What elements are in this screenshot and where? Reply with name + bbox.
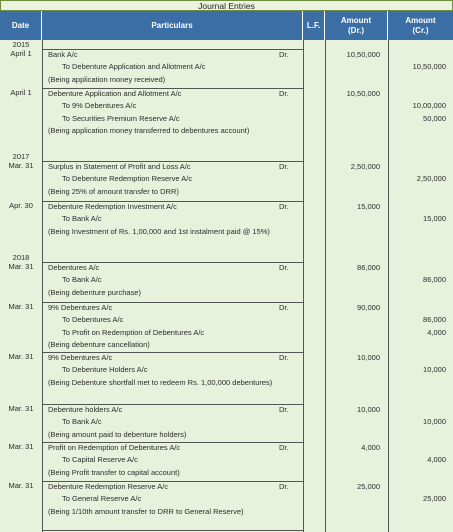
credit-account: To 9% Debentures A/c — [62, 101, 137, 110]
narration: (Being Profit transfer to capital account) — [48, 468, 180, 477]
year-label: 2017 — [12, 152, 30, 161]
amount-debit: 2,50,000 — [350, 162, 380, 171]
dr-marker: Dr. — [279, 303, 289, 312]
credit-account: To Bank A/c — [62, 275, 102, 284]
table-row — [0, 161, 453, 201]
debit-account: 9% Debentures A/c — [48, 353, 113, 362]
debit-account: Debenture holders A/c — [48, 405, 123, 414]
debit-account: Bank A/c — [48, 50, 78, 59]
col-lf: L.F. — [303, 11, 325, 40]
amount-credit: 10,000 — [423, 365, 446, 374]
credit-account: To Profit on Redemption of Debentures A/c — [62, 328, 205, 337]
amount-credit: 2,50,000 — [416, 174, 446, 183]
amount-debit: 10,50,000 — [346, 89, 380, 98]
table-row — [0, 302, 453, 352]
credit-account: To General Reserve A/c — [62, 494, 142, 503]
entry-date: Mar. 31 — [8, 352, 34, 361]
narration: (Being 1/10th amount transfer to DRR to General Reserve) — [48, 507, 244, 516]
debit-account: 9% Debentures A/c — [48, 303, 113, 312]
dr-marker: Dr. — [279, 162, 289, 171]
credit-account: To Securities Premium Reserve A/c — [62, 114, 180, 123]
entry-date: April 1 — [10, 88, 32, 97]
debit-account: Debenture Redemption Investment A/c — [48, 202, 177, 211]
dr-marker: Dr. — [279, 202, 289, 211]
entry-date: Mar. 31 — [8, 161, 34, 170]
entry-date: Apr. 30 — [9, 201, 33, 210]
amount-debit: 86,000 — [357, 263, 380, 272]
amount-debit: 15,000 — [357, 202, 380, 211]
table-title: Journal Entries — [0, 0, 453, 11]
debit-account: Profit on Redemption of Debentures A/c — [48, 443, 181, 452]
amount-credit: 15,000 — [423, 214, 446, 223]
debit-account: Debentures A/c — [48, 263, 100, 272]
col-date: Date — [0, 11, 42, 40]
amount-credit: 25,000 — [423, 494, 446, 503]
entry-date: Mar. 31 — [8, 481, 34, 490]
amount-debit: 10,000 — [357, 405, 380, 414]
amount-debit: 25,000 — [357, 482, 380, 491]
table-row — [0, 442, 453, 481]
narration: (Being Investment of Rs. 1,00,000 and 1st instalment paid @ 15%) — [48, 227, 270, 236]
col-amount-dr: Amount (Dr.) — [325, 11, 388, 40]
credit-account: To Debenture Redemption Reserve A/c — [62, 174, 193, 183]
year-label: 2018 — [12, 253, 30, 262]
amount-credit: 50,000 — [423, 114, 446, 123]
amount-credit: 4,000 — [427, 455, 446, 464]
table-row — [0, 201, 453, 249]
debit-account: Debenture Redemption Reserve A/c — [48, 482, 169, 491]
entry-date: Mar. 31 — [8, 262, 34, 271]
amount-debit: 10,000 — [357, 353, 380, 362]
narration: (Being debenture cancellation) — [48, 340, 150, 349]
dr-marker: Dr. — [279, 263, 289, 272]
credit-account: To Debenture Holders A/c — [62, 365, 148, 374]
narration: (Being amount paid to debenture holders) — [48, 430, 187, 439]
table-row — [0, 262, 453, 302]
narration: (Being application money received) — [48, 75, 166, 84]
entry-date: Mar. 31 — [8, 442, 34, 451]
entry-date: April 1 — [10, 49, 32, 58]
narration: (Being Debenture shortfall met to redeem Rs. 1,00,000 debentures) — [48, 378, 273, 387]
table-row — [0, 88, 453, 150]
dr-marker: Dr. — [279, 443, 289, 452]
amount-credit: 10,00,000 — [412, 101, 446, 110]
credit-account: To Debenture Application and Allotment A/c — [62, 62, 206, 71]
amount-debit: 90,000 — [357, 303, 380, 312]
row-divider — [42, 49, 303, 50]
dr-marker: Dr. — [279, 353, 289, 362]
debit-account: Surplus in Statement of Profit and Loss A/c — [48, 162, 191, 171]
amount-credit: 86,000 — [423, 315, 446, 324]
debit-account: Debenture Application and Allotment A/c — [48, 89, 182, 98]
dr-marker: Dr. — [279, 50, 289, 59]
dr-marker: Dr. — [279, 482, 289, 491]
table-row — [0, 481, 453, 531]
table-header — [0, 11, 453, 40]
entry-date: Mar. 31 — [8, 302, 34, 311]
amount-credit: 86,000 — [423, 275, 446, 284]
col-particulars: Particulars — [42, 11, 303, 40]
amount-credit: 10,50,000 — [412, 62, 446, 71]
amount-credit: 4,000 — [427, 328, 446, 337]
col-amount-cr: Amount (Cr.) — [405, 15, 436, 35]
dr-marker: Dr. — [279, 405, 289, 414]
table-body — [0, 40, 453, 532]
amount-debit: 10,50,000 — [346, 50, 380, 59]
narration: (Being application money transferred to debentures account) — [48, 126, 250, 135]
table-row — [0, 404, 453, 442]
credit-account: To Bank A/c — [62, 417, 102, 426]
table-row — [0, 49, 453, 88]
credit-account: To Bank A/c — [62, 214, 102, 223]
row-divider — [42, 530, 303, 531]
amount-debit: 4,000 — [361, 443, 380, 452]
narration: (Being debenture purchase) — [48, 288, 141, 297]
amount-credit: 10,000 — [423, 417, 446, 426]
table-row — [0, 352, 453, 404]
year-label: 2015 — [12, 40, 30, 49]
entry-date: Mar. 31 — [8, 404, 34, 413]
credit-account: To Debentures A/c — [62, 315, 124, 324]
dr-marker: Dr. — [279, 89, 289, 98]
narration: (Being 25% of amount transfer to DRR) — [48, 187, 179, 196]
credit-account: To Capital Reserve A/c — [62, 455, 138, 464]
